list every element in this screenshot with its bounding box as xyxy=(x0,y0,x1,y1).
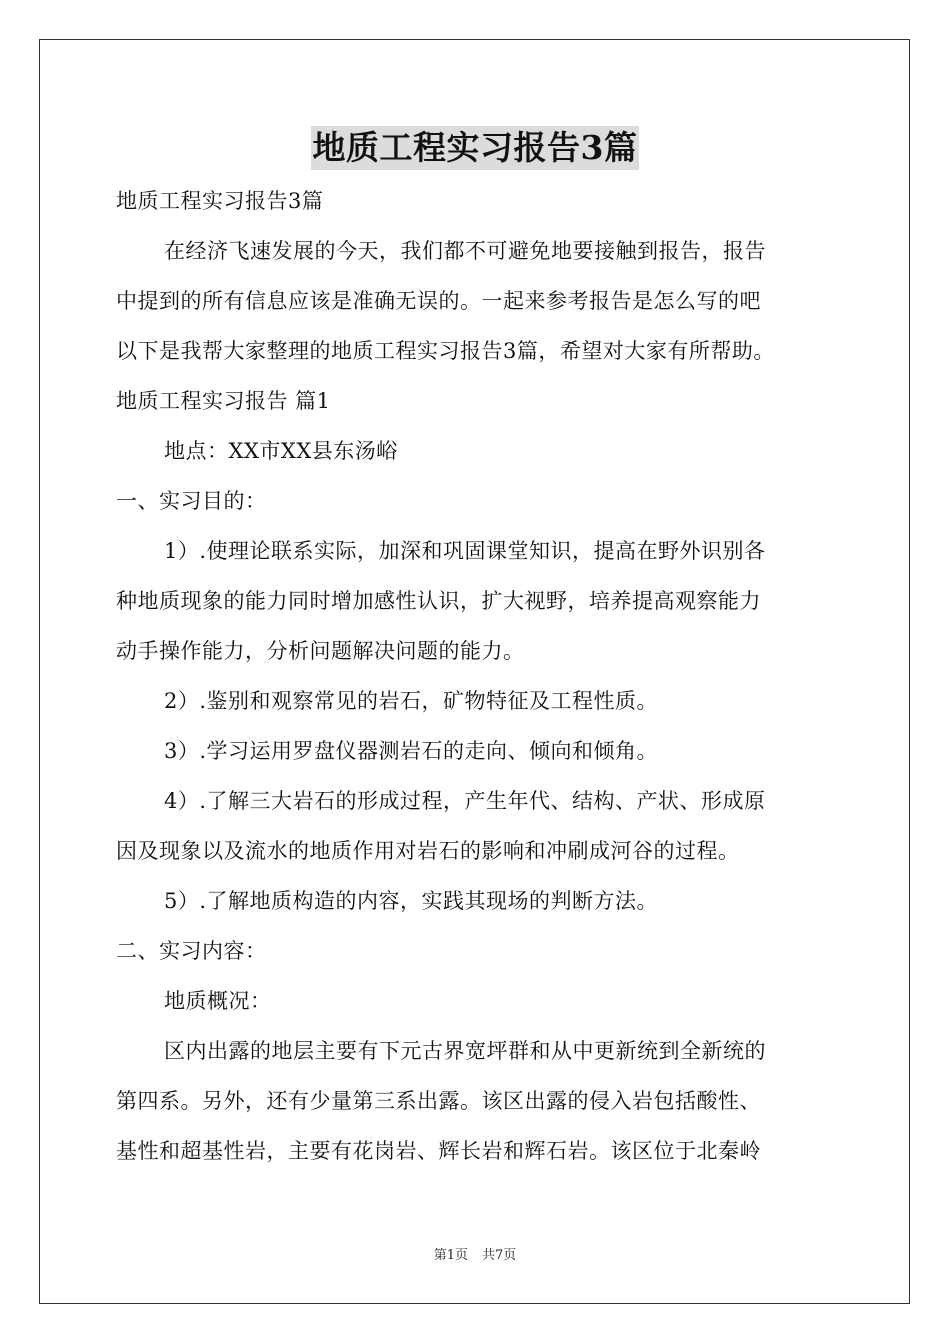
paragraph-line: 二、实习内容： xyxy=(116,939,267,963)
title-container xyxy=(0,126,950,170)
paragraph-line: 地点：XX市XX县东汤峪 xyxy=(164,439,398,463)
paragraph-line: 种地质现象的能力同时增加感性认识，扩大视野，培养提高观察能力 xyxy=(116,589,761,613)
paragraph-line: 基性和超基性岩，主要有花岗岩、辉长岩和辉石岩。该区位于北秦岭 xyxy=(116,1139,761,1163)
paragraph-line: 3）.学习运用罗盘仪器测岩石的走向、倾向和倾角。 xyxy=(164,739,659,763)
paragraph-line: 5）.了解地质构造的内容，实践其现场的判断方法。 xyxy=(164,889,659,913)
paragraph-line: 以下是我帮大家整理的地质工程实习报告3篇，希望对大家有所帮助。 xyxy=(116,339,775,363)
paragraph-line: 在经济飞速发展的今天，我们都不可避免地要接触到报告，报告 xyxy=(164,239,766,263)
paragraph-line: 2）.鉴别和观察常见的岩石，矿物特征及工程性质。 xyxy=(164,689,659,713)
document-title: 地质工程实习报告3篇 xyxy=(311,126,640,170)
paragraph-line: 区内出露的地层主要有下元古界宽坪群和从中更新统到全新统的 xyxy=(164,1039,766,1063)
document-body xyxy=(116,176,836,1176)
page-number: 第1页 xyxy=(433,1248,468,1263)
paragraph-line: 一、实习目的： xyxy=(116,489,267,513)
paragraph-line: 地质工程实习报告3篇 xyxy=(116,189,324,213)
page-total: 共7页 xyxy=(482,1248,517,1263)
paragraph-line: 中提到的所有信息应该是准确无误的。一起来参考报告是怎么写的吧 xyxy=(116,289,761,313)
paragraph-line: 1）.使理论联系实际，加深和巩固课堂知识，提高在野外识别各 xyxy=(164,539,766,563)
paragraph-line: 因及现象以及流水的地质作用对岩石的影响和冲刷成河谷的过程。 xyxy=(116,839,740,863)
paragraph-line: 4）.了解三大岩石的形成过程，产生年代、结构、产状、形成原 xyxy=(164,789,766,813)
page-footer xyxy=(0,1247,950,1265)
paragraph-line: 地质工程实习报告 篇1 xyxy=(116,389,331,413)
paragraph-line: 动手操作能力，分析问题解决问题的能力。 xyxy=(116,639,525,663)
paragraph-line: 第四系。另外，还有少量第三系出露。该区出露的侵入岩包括酸性、 xyxy=(116,1089,761,1113)
paragraph-line: 地质概况： xyxy=(164,989,272,1013)
